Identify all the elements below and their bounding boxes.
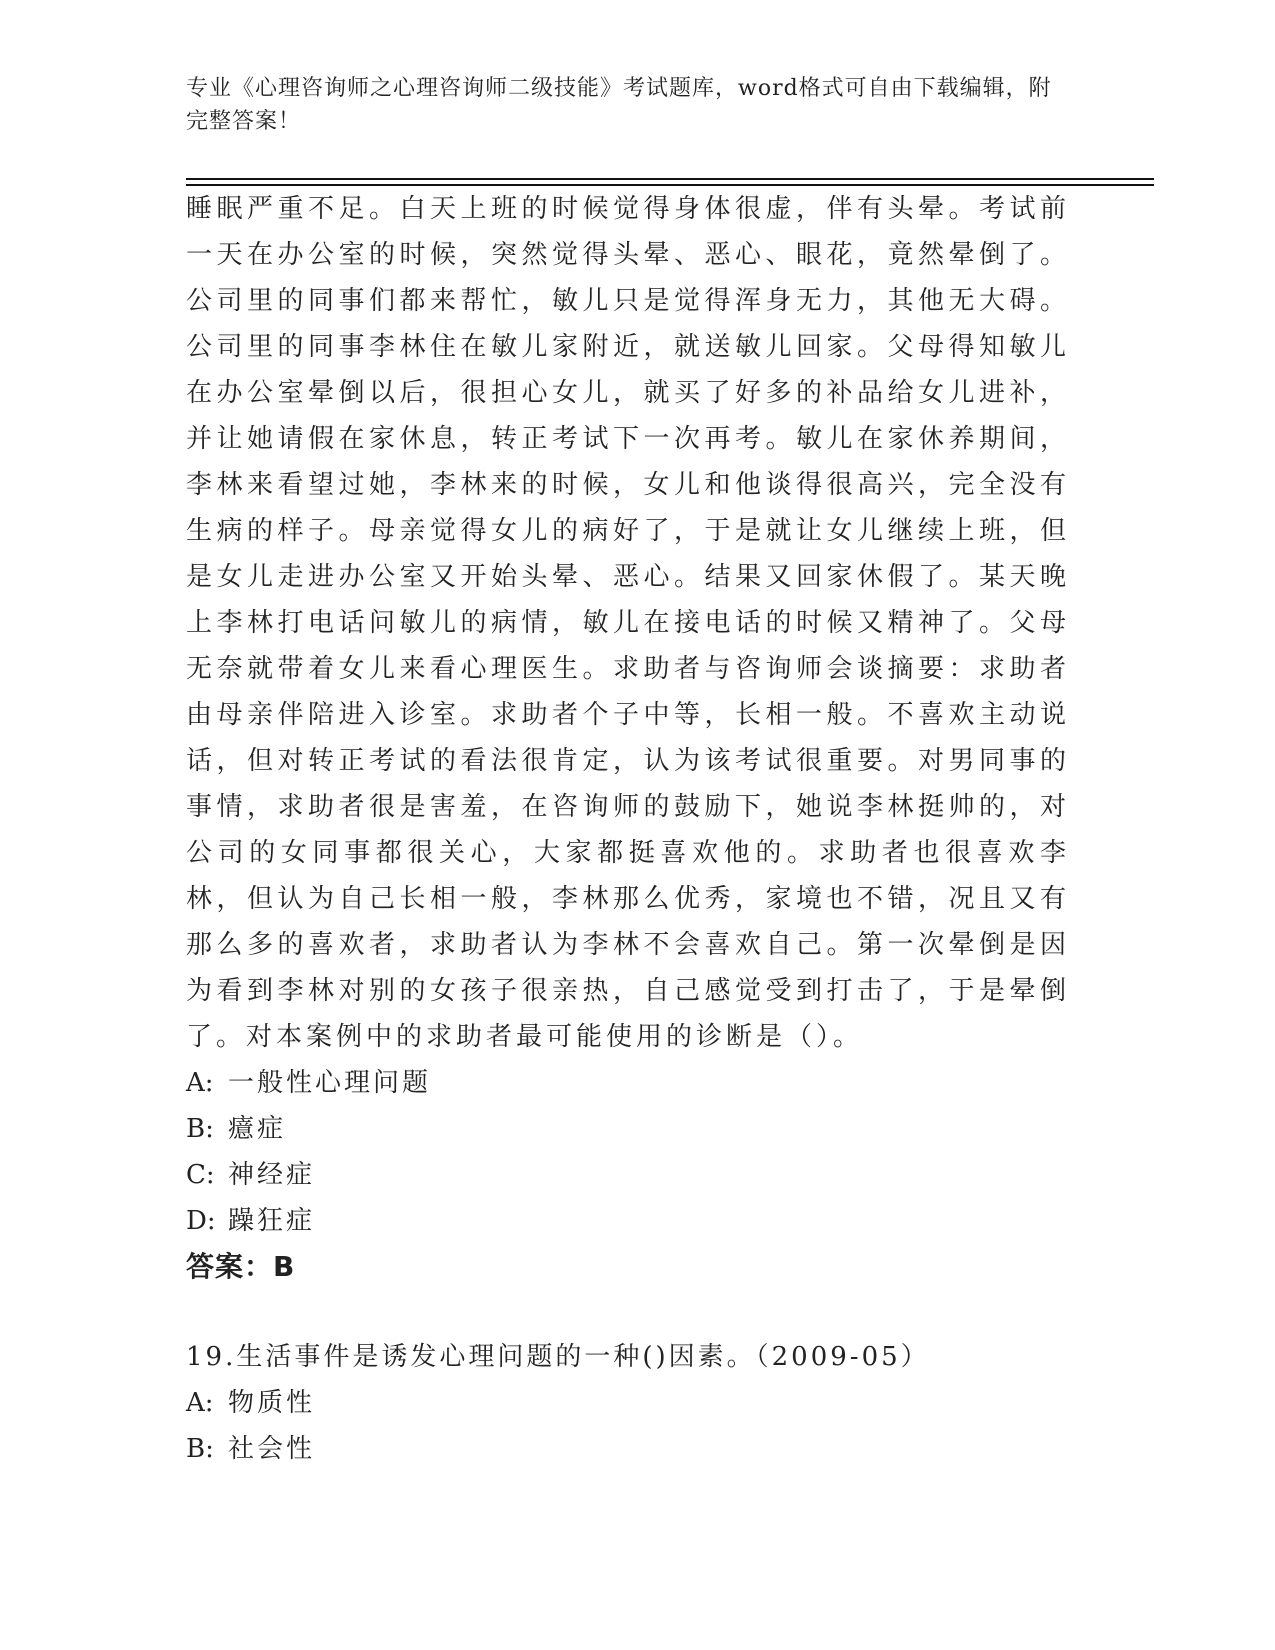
document-header: 专业《心理咨询师之心理咨询师二级技能》考试题库，word格式可自由下载编辑，附完整答案！: [186, 76, 1052, 134]
option-letter: D:: [186, 1206, 216, 1236]
option-letter: B:: [186, 1114, 214, 1144]
option-text: 躁狂症: [228, 1206, 316, 1236]
option-a: [186, 1060, 1070, 1106]
option-letter: B:: [186, 1434, 214, 1464]
spacer: [186, 1290, 1070, 1334]
option-c: [186, 1152, 1070, 1198]
header-rule-top: [186, 178, 1154, 180]
answer-label: 答案：B: [186, 1250, 296, 1283]
q19-option-a: [186, 1380, 1070, 1426]
option-text: 一般性心理问题: [228, 1068, 432, 1098]
option-text: 癔症: [228, 1114, 287, 1144]
option-letter: A:: [186, 1388, 214, 1418]
question-19-text: 19.生活事件是诱发心理问题的一种()因素。（2009-05）: [186, 1342, 930, 1372]
option-text: 社会性: [228, 1434, 316, 1464]
option-b: [186, 1106, 1070, 1152]
option-text: 物质性: [228, 1388, 316, 1418]
document-body: [186, 186, 1070, 1472]
option-letter: A:: [186, 1068, 214, 1098]
option-letter: C:: [186, 1160, 215, 1190]
question-18-text: 睡眠严重不足。白天上班的时候觉得身体很虚，伴有头晕。考试前一天在办公室的时候，突然觉得头晕、恶心、眼花，竟然晕倒了。公司里的同事们都来帮忙，敏儿只是觉得浑身无力，其他无大碍。公司里的同事李林住在敏儿家附近，就送敏儿回家。父母得知敏儿在办公室晕倒以后，很担心女儿，就买了好多的补品给女儿进补，并让她请假在家休息，转正考试下一次再考。敏儿在家休养期间，李林来看望过她，李林来的时候，女儿和他谈得很高兴，完全没有生病的样子。母亲觉得女儿的病好了，于是就让女儿继续上班，但是女儿走进办公室又开始头晕、恶心。结果又回家休假了。某天晚上李林打电话问敏儿的病情，敏儿在接电话的时候又精神了。父母无奈就带着女儿来看心理医生。求助者与咨询师会谈摘要：求助者由母亲伴陪进入诊室。求助者个子中等，长相一般。不喜欢主动说话，但对转正考试的看法很肯定，认为该考试很重要。对男同事的事情，求助者很是害羞，在咨询师的鼓励下，她说李林挺帅的，对公司的女同事都很关心，大家都挺喜欢他的。求助者也很喜欢李林，但认为自己长相一般，李林那么优秀，家境也不错，况且又有那么多的喜欢者，求助者认为李林不会喜欢自己。第一次晕倒是因为看到李林对别的女孩子很亲热，自己感觉受到打击了，于是晕倒了。对本案例中的求助者最可能使用的诊断是（）。: [186, 194, 1070, 1052]
option-text: 神经症: [228, 1160, 316, 1190]
option-d: [186, 1198, 1070, 1244]
q19-option-b: [186, 1426, 1070, 1472]
